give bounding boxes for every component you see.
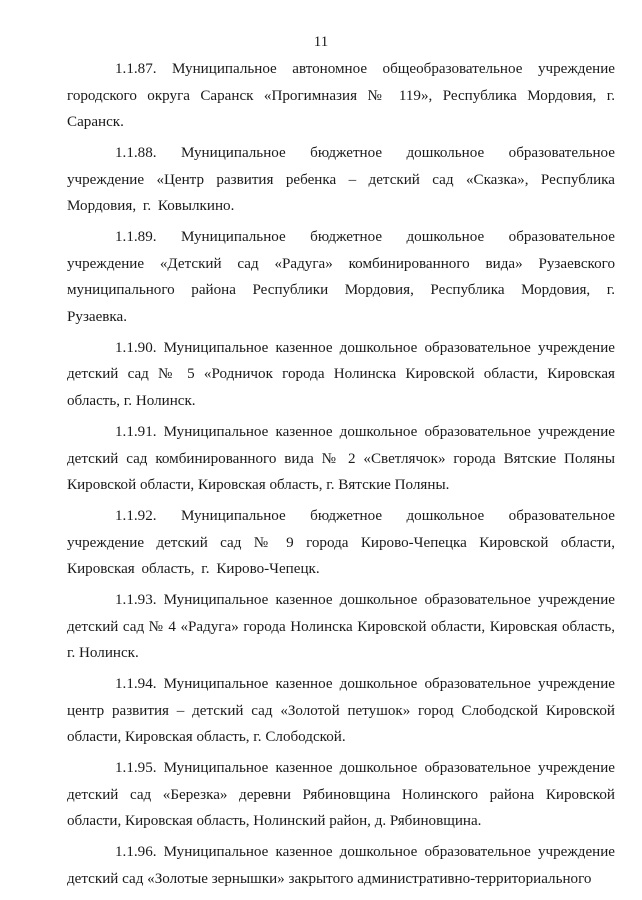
paragraph-1-1-95: 1.1.95. Муниципальное казенное дошкольное образовательное учреждение детский сад «Березка» деревни Рябиновщина Нолинского района Кировской области, Кировская область, Нолинский район, д. Рябиновщина. xyxy=(67,760,615,830)
paragraph-1-1-94: 1.1.94. Муниципальное казенное дошкольное образовательное учреждение центр развития – детский сад «Золотой петушок» город Слободской Кировской области, Кировская область, г. Слободской. xyxy=(67,676,615,746)
paragraph-1-1-91: 1.1.91. Муниципальное казенное дошкольное образовательное учреждение детский сад комбинированного вида № 2 «Светлячок» города Вятские Поляны Кировской области, Кировская область, г. Вятские Поляны. xyxy=(67,423,615,494)
paragraph-1-1-88: 1.1.88. Муниципальное бюджетное дошкольное образовательное учреждение «Центр развития ребенка – детский сад «Сказка», Республика Мордовия, г. Ковылкино. xyxy=(67,145,615,215)
document-body xyxy=(67,56,615,897)
paragraph-1-1-96: 1.1.96. Муниципальное казенное дошкольное образовательное учреждение детский сад «Золотые зернышки» закрытого административно-территориального xyxy=(67,844,615,887)
page-number: 11 xyxy=(313,34,329,50)
paragraph-1-1-89: 1.1.89. Муниципальное бюджетное дошкольное образовательное учреждение «Детский сад «Радуга» комбинированного вида» Рузаевского муниципального района Республики Мордовия, Республика Мордовия, г. Рузаевка. xyxy=(67,229,615,325)
paragraph-1-1-92: 1.1.92. Муниципальное бюджетное дошкольное образовательное учреждение детский сад № 9 города Кирово-Чепецка Кировской области, Кировская область, г. Кирово-Чепецк. xyxy=(67,507,615,578)
paragraph-1-1-90: 1.1.90. Муниципальное казенное дошкольное образовательное учреждение детский сад № 5 «Родничок города Нолинска Кировской области, Кировская область, г. Нолинск. xyxy=(67,339,615,410)
paragraph-1-1-87: 1.1.87. Муниципальное автономное общеобразовательное учреждение городского округа Саранск «Прогимназия № 119», Республика Мордовия, г. Саранск. xyxy=(67,61,615,131)
paragraph-1-1-93: 1.1.93. Муниципальное казенное дошкольное образовательное учреждение детский сад № 4 «Радуга» города Нолинска Кировской области, Кировская область, г. Нолинск. xyxy=(67,592,615,662)
